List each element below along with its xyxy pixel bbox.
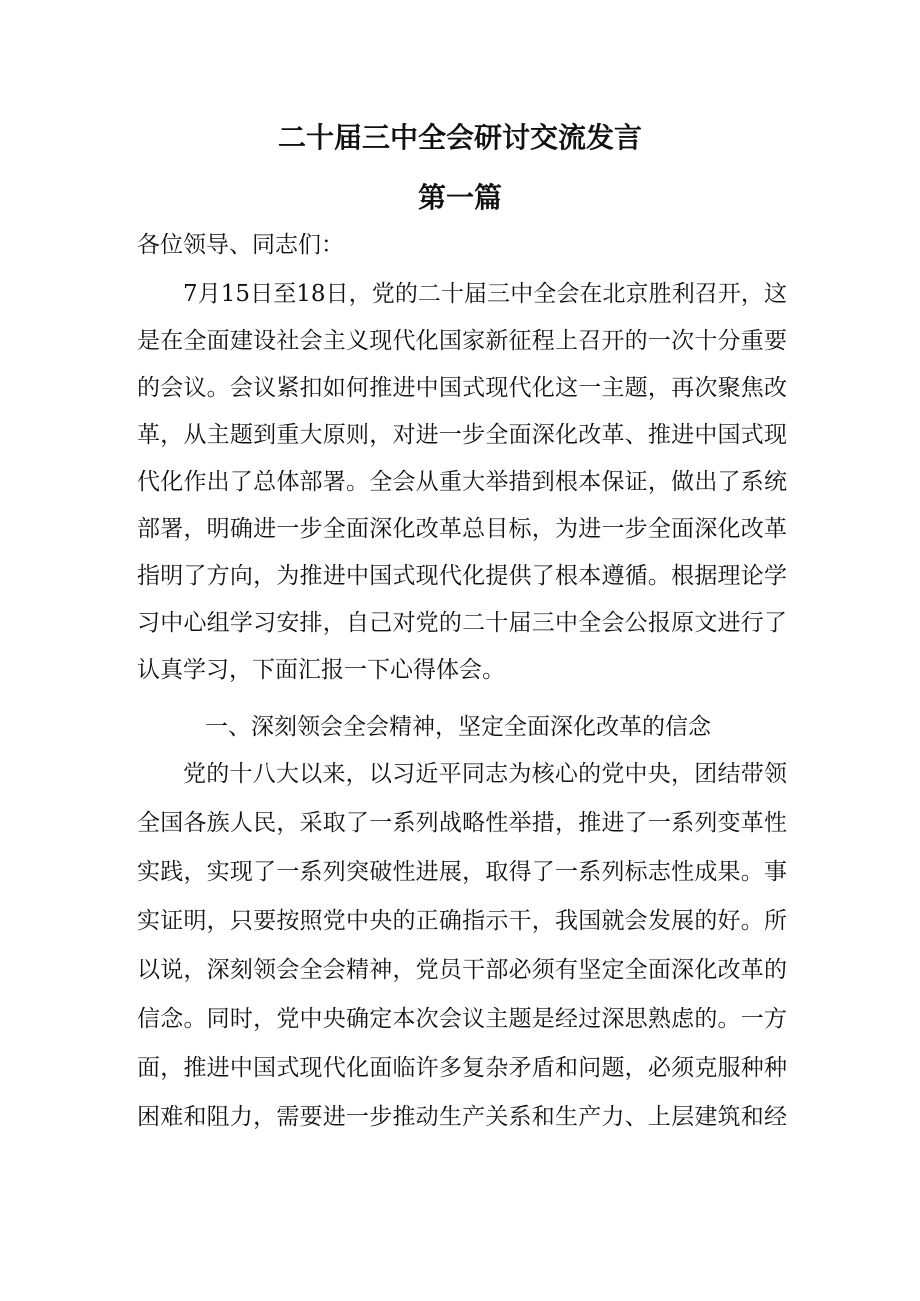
greeting: 各位领导、同志们： [137, 232, 344, 258]
paragraph-line: 困难和阻力，需要进一步推动生产关系和生产力、上层建筑和经 [137, 1104, 787, 1130]
document-subtitle: 第一篇 [417, 181, 502, 214]
paragraph-line: 是在全面建设社会主义现代化国家新征程上召开的一次十分重要 [137, 328, 787, 354]
paragraph-line: 实践，实现了一系列突破性进展，取得了一系列标志性成果。事 [137, 859, 787, 885]
document-title: 二十届三中全会研讨交流发言 [277, 121, 642, 154]
paragraph-line: 实证明，只要按照党中央的正确指示干，我国就会发展的好。所 [137, 908, 787, 934]
paragraph-line: 部署，明确进一步全面深化改革总目标，为进一步全面深化改革 [137, 516, 787, 542]
paragraph-line: 面，推进中国式现代化面临许多复杂矛盾和问题，必须克服种种 [137, 1055, 787, 1081]
paragraph-line: 习中心组学习安排，自己对党的二十届三中全会公报原文进行了 [137, 610, 787, 636]
paragraph-line: 信念。同时，党中央确定本次会议主题是经过深思熟虑的。一方 [137, 1006, 787, 1032]
paragraph-line: 革，从主题到重大原则，对进一步全面深化改革、推进中国式现 [137, 422, 787, 448]
paragraph-line: 全国各族人民，采取了一系列战略性举措，推进了一系列变革性 [137, 810, 787, 836]
paragraph-line: 代化作出了总体部署。全会从重大举措到根本保证，做出了系统 [137, 469, 787, 495]
paragraph-line: 指明了方向，为推进中国式现代化提供了根本遵循。根据理论学 [137, 563, 787, 589]
paragraph-line: 的会议。会议紧扣如何推进中国式现代化这一主题，再次聚焦改 [137, 375, 787, 401]
paragraph-line: 7月15日至18日，党的二十届三中全会在北京胜利召开，这 [183, 281, 787, 307]
paragraph-line: 认真学习，下面汇报一下心得体会。 [137, 657, 505, 683]
paragraph-line: 党的十八大以来，以习近平同志为核心的党中央，团结带领 [183, 761, 787, 787]
section-heading: 一、深刻领会全会精神，坚定全面深化改革的信念 [205, 714, 711, 740]
paragraph-line: 以说，深刻领会全会精神，党员干部必须有坚定全面深化改革的 [137, 957, 787, 983]
